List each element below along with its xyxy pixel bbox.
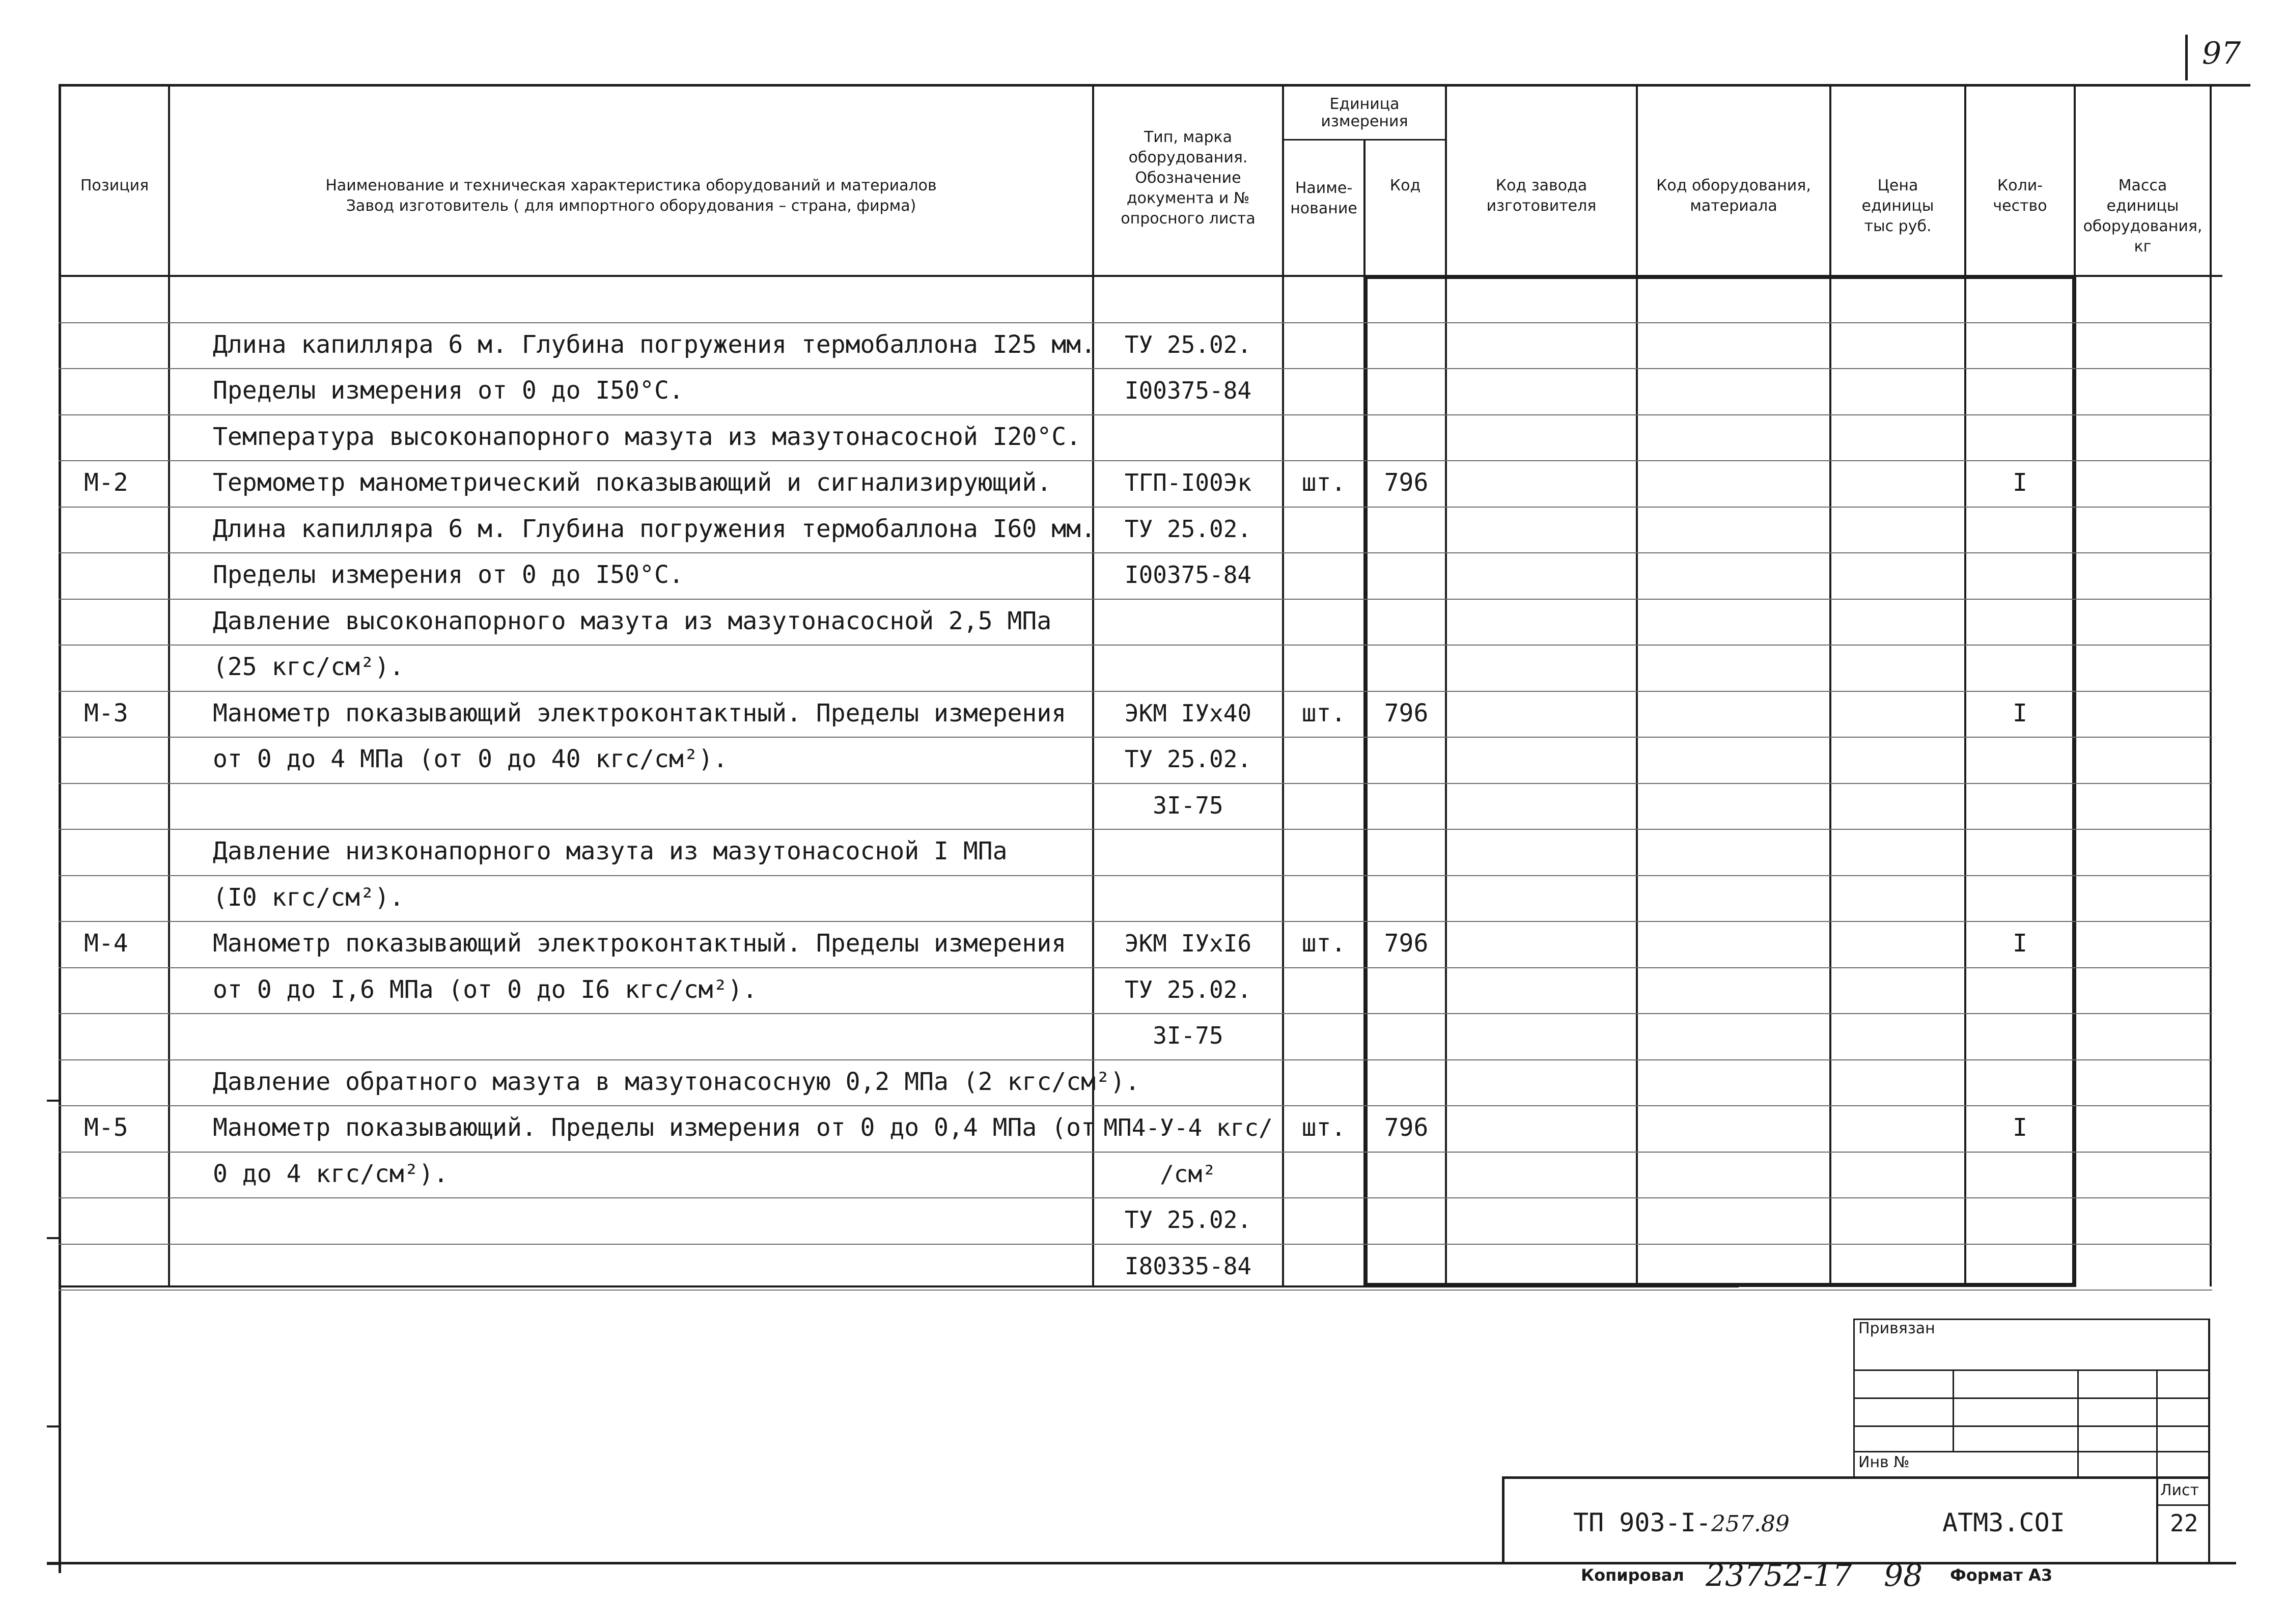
cell-name: Длина капилляра 6 м. Глубина погружения термобаллона I60 мм. bbox=[213, 514, 1096, 543]
cell-type: ЭКМ IУхI6 bbox=[1124, 930, 1252, 957]
format-label: Формат А3 bbox=[1950, 1565, 2053, 1585]
row-divider bbox=[168, 737, 2212, 738]
cell-type: ЭКМ IУх40 bbox=[1124, 699, 1252, 727]
cell-name: Манометр показывающий электроконтактный. Пределы измерения bbox=[213, 929, 1067, 958]
cell-name: 0 до 4 кгс/см²). bbox=[213, 1159, 449, 1188]
cell-type: ТУ 25.02. bbox=[1124, 975, 1252, 1003]
cell-qty: I bbox=[2013, 698, 2027, 727]
document-code-suffix: АТМЗ.СОI bbox=[1942, 1508, 2065, 1537]
row-divider bbox=[168, 552, 2212, 553]
row-divider bbox=[59, 921, 168, 922]
cell-type: МП4-У-4 кгс/ bbox=[1103, 1114, 1273, 1141]
cell-type: I00375-84 bbox=[1124, 377, 1252, 404]
cell-type: 3I-75 bbox=[1153, 791, 1223, 819]
cell-name: Пределы измерения от 0 до I50°C. bbox=[213, 561, 684, 589]
cell-type: ТУ 25.02. bbox=[1124, 1206, 1252, 1234]
document-code-prefix: ТП 903-I- bbox=[1573, 1508, 1711, 1537]
row-divider bbox=[168, 691, 2212, 692]
row-divider bbox=[168, 1152, 2212, 1153]
row-divider bbox=[59, 1197, 168, 1198]
cell-code: 796 bbox=[1384, 1113, 1429, 1142]
row-divider bbox=[168, 645, 2212, 646]
row-divider bbox=[168, 1244, 2212, 1245]
row-divider bbox=[168, 507, 2212, 508]
cell-name: (25 кгс/см²). bbox=[213, 653, 404, 681]
row-divider bbox=[168, 829, 2212, 830]
row-divider bbox=[59, 414, 168, 415]
page-number-handwritten: 97 bbox=[2202, 36, 2241, 71]
cell-code: 796 bbox=[1384, 698, 1429, 727]
cell-unit: шт. bbox=[1301, 698, 1346, 727]
row-divider bbox=[168, 921, 2212, 922]
row-divider bbox=[168, 460, 2212, 461]
row-divider bbox=[59, 507, 168, 508]
cell-name: Термометр манометрический показывающий и сигнализирующий. bbox=[213, 468, 1052, 497]
cell-name: Манометр показывающий. Пределы измерения от 0 до 0,4 МПа (от bbox=[213, 1113, 1096, 1142]
cell-type: /см² bbox=[1160, 1160, 1216, 1188]
cell-type: ТГП-I00Эк bbox=[1124, 469, 1252, 496]
cell-type: 3I-75 bbox=[1153, 1022, 1223, 1049]
row-divider bbox=[59, 599, 168, 600]
document-code bbox=[1573, 1508, 1790, 1537]
header-unit-code: Код bbox=[1389, 177, 1421, 194]
cell-unit: шт. bbox=[1301, 1113, 1346, 1142]
header-equipment-code: Код оборудования, материала bbox=[1656, 177, 1811, 215]
cell-qty: I bbox=[2013, 1113, 2027, 1142]
copy-page-handwritten: 98 bbox=[1884, 1558, 1923, 1593]
cell-type: ТУ 25.02. bbox=[1124, 515, 1252, 543]
cell-code: 796 bbox=[1384, 468, 1429, 497]
row-divider bbox=[168, 414, 2212, 415]
row-divider bbox=[168, 322, 2212, 323]
row-divider bbox=[59, 368, 168, 369]
cell-pos: М-4 bbox=[84, 929, 128, 958]
row-divider bbox=[168, 1197, 2212, 1198]
cell-type: ТУ 25.02. bbox=[1124, 745, 1252, 773]
cell-unit: шт. bbox=[1301, 929, 1346, 958]
row-divider bbox=[168, 1105, 2212, 1106]
row-divider bbox=[59, 460, 168, 461]
row-divider bbox=[59, 691, 168, 692]
sheet-label: Лист bbox=[2160, 1481, 2199, 1499]
header-mass: Масса единицы оборудования, кг bbox=[2083, 177, 2203, 256]
cell-pos: М-5 bbox=[84, 1113, 128, 1142]
header-factory-code: Код завода изготовителя bbox=[1486, 177, 1597, 215]
row-divider bbox=[168, 783, 2212, 784]
header-position: Позиция bbox=[80, 177, 149, 194]
row-divider bbox=[59, 875, 168, 876]
cell-pos: М-2 bbox=[84, 468, 128, 497]
row-divider bbox=[59, 783, 168, 784]
row-divider bbox=[59, 322, 168, 323]
header-quantity: Коли- чество bbox=[1993, 177, 2047, 215]
cell-name: от 0 до I,6 МПа (от 0 до I6 кгс/см²). bbox=[213, 975, 758, 1004]
cell-name: Длина капилляра 6 м. Глубина погружения термобаллона I25 мм. bbox=[213, 330, 1096, 359]
header-unit-name: Наиме- нование bbox=[1290, 179, 1357, 217]
cell-pos: М-3 bbox=[84, 698, 128, 727]
row-divider bbox=[59, 1244, 168, 1245]
cell-code: 796 bbox=[1384, 929, 1429, 958]
inventory-number-label: Инв № bbox=[1858, 1453, 1910, 1471]
header-price: Цена единицы тыс руб. bbox=[1861, 177, 1934, 235]
row-divider bbox=[168, 599, 2212, 600]
row-divider bbox=[59, 1059, 168, 1060]
row-divider bbox=[168, 1059, 2212, 1060]
header-unit-group: Единица измерения bbox=[1321, 95, 1408, 130]
row-divider bbox=[59, 645, 168, 646]
row-divider bbox=[168, 1013, 2212, 1014]
row-divider bbox=[59, 1013, 168, 1014]
sheet-number: 22 bbox=[2170, 1509, 2198, 1537]
cell-unit: шт. bbox=[1301, 468, 1346, 497]
cell-name: Давление обратного мазута в мазутонасосную 0,2 МПа (2 кгс/см²). bbox=[213, 1067, 1140, 1096]
cell-qty: I bbox=[2013, 929, 2027, 958]
cell-type: I80335-84 bbox=[1124, 1252, 1252, 1280]
row-divider bbox=[168, 1290, 2212, 1291]
row-divider bbox=[168, 368, 2212, 369]
row-divider bbox=[59, 737, 168, 738]
cell-name: Давление высоконапорного мазута из мазутонасосной 2,5 МПа bbox=[213, 606, 1052, 635]
row-divider bbox=[59, 967, 168, 968]
cell-type: I00375-84 bbox=[1124, 561, 1252, 589]
row-divider bbox=[59, 1290, 168, 1291]
cell-name: Температура высоконапорного мазута из мазутонасосной I20°C. bbox=[213, 422, 1081, 451]
row-divider bbox=[168, 967, 2212, 968]
document-code-handwritten: 257.89 bbox=[1711, 1511, 1790, 1537]
cell-name: от 0 до 4 МПа (от 0 до 40 кгс/см²). bbox=[213, 745, 728, 773]
cell-name: (I0 кгс/см²). bbox=[213, 883, 404, 912]
row-divider bbox=[59, 552, 168, 553]
header-name: Наименование и техническая характеристика оборудований и материалов Завод изготовитель ( для импортного оборудования – страна, фирма) bbox=[325, 177, 937, 215]
cell-type: ТУ 25.02. bbox=[1124, 330, 1252, 358]
row-divider bbox=[59, 1105, 168, 1106]
cell-qty: I bbox=[2013, 468, 2027, 497]
copied-label: Копировал bbox=[1581, 1565, 1684, 1585]
row-divider bbox=[59, 1152, 168, 1153]
copy-number-handwritten: 23752-17 bbox=[1706, 1558, 1852, 1593]
header-type: Тип, марка оборудования. Обозначение документа и № опросного листа bbox=[1121, 128, 1256, 228]
cell-name: Манометр показывающий электроконтактный. Пределы измерения bbox=[213, 698, 1067, 727]
cell-name: Давление низконапорного мазута из мазутонасосной I МПа bbox=[213, 837, 1008, 865]
row-divider bbox=[168, 875, 2212, 876]
bound-label: Привязан bbox=[1858, 1320, 1935, 1337]
row-divider bbox=[59, 829, 168, 830]
cell-name: Пределы измерения от 0 до I50°C. bbox=[213, 376, 684, 405]
